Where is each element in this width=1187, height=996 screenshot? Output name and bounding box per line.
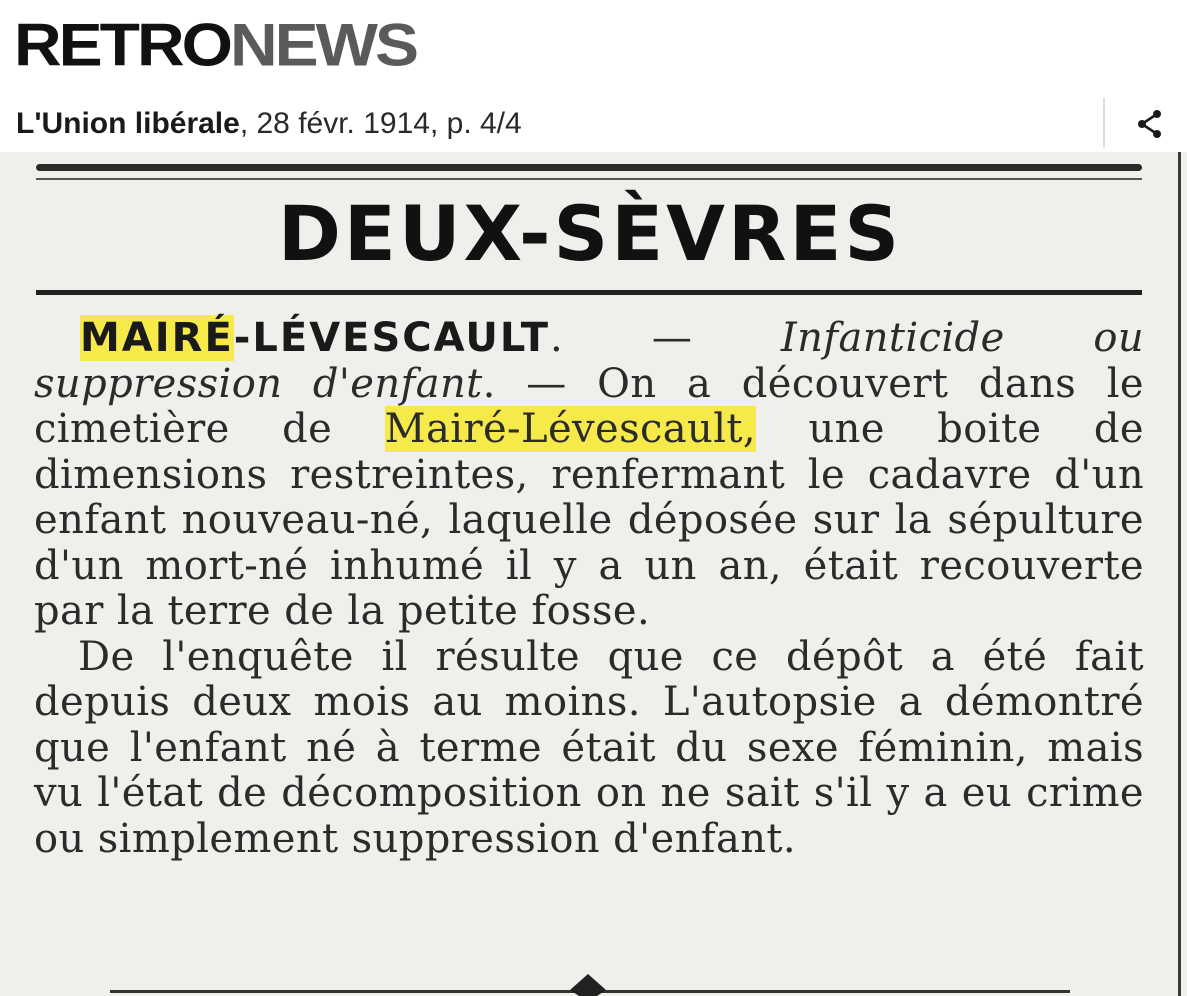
paragraph-1-rest: une boite de dimensions restreintes, renfermant le cadavre d'un enfant nouveau-né, laquelle déposée sur la sépulture d'un mort-né inhumé il y a un an, était recouverte par la terre de la petite fosse.	[34, 406, 1144, 634]
retronews-logo[interactable]	[14, 10, 416, 79]
article-paragraph-2: De l'enquête il résulte que ce dépôt a été fait depuis deux mois au moins. L'autopsie a démontré que l'enfant né à terme était du sexe féminin, mais vu l'état de décomposition on ne sait s'il y a eu crime ou simplement suppression d'enfant.	[34, 633, 1144, 862]
highlight-place-heading: MAIRÉ	[80, 315, 234, 361]
share-icon	[1136, 109, 1164, 139]
logo-news: NEWS	[230, 10, 416, 79]
top-rule	[36, 164, 1142, 171]
scan-edge	[1178, 152, 1181, 996]
article-body	[34, 316, 1144, 862]
publication-name[interactable]: L'Union libérale	[16, 107, 240, 140]
top-rule-thin	[36, 178, 1142, 180]
header-divider	[1103, 98, 1105, 148]
publication-details: , 28 févr. 1914, p. 4/4	[239, 107, 522, 140]
section-title: DEUX-SÈVRES	[277, 189, 903, 278]
dash-1: . —	[550, 315, 781, 361]
article-subject: Infanticide ou suppression d'enfant	[34, 315, 1144, 407]
place-heading-rest: -LÉVESCAULT	[233, 315, 550, 361]
newspaper-scan	[0, 152, 1187, 996]
diamond-ornament-icon	[568, 972, 608, 996]
highlight-place-inline: Mairé-Lévescault,	[384, 406, 757, 452]
share-button[interactable]	[1128, 104, 1172, 144]
source-line	[16, 104, 522, 144]
logo-retro: RETRO	[14, 10, 230, 79]
article-paragraph-1	[34, 316, 1144, 635]
dash-2: . — On a découvert dans le cimetière de	[34, 360, 1144, 452]
title-rule	[36, 290, 1142, 295]
